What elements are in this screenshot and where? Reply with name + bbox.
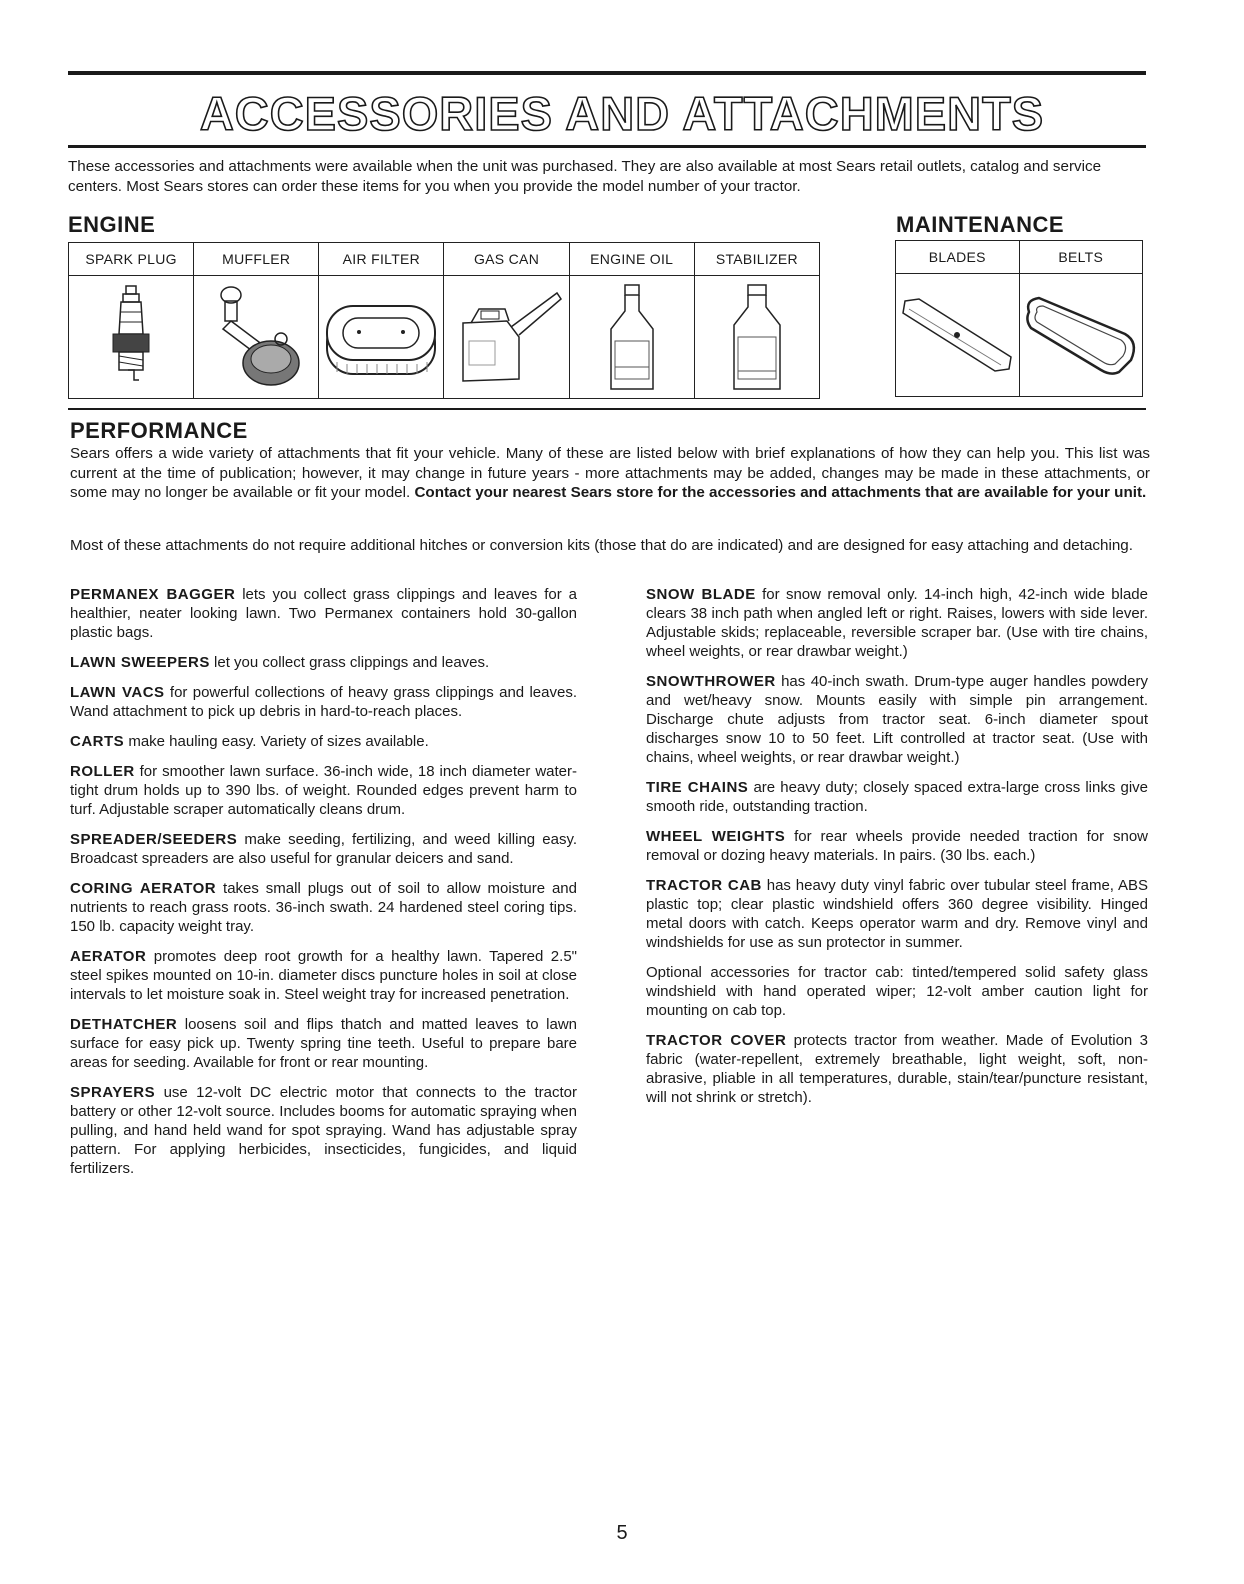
attachment-item [646,1031,1148,1107]
attachment-term: SPRAYERS [70,1084,156,1101]
attachments-right-column [646,585,1148,1118]
label-spark-plug: SPARK PLUG [69,243,194,276]
label-gas-can: GAS CAN [444,243,569,276]
attachment-desc: for smoother lawn surface. 36-inch wide, 18 inch diameter water-tight drum holds up to 390 lbs. of weight. Rounded edges prevent harm to turf. Adjustable scraper automatically cleans drum. [70,763,577,818]
attachment-desc: are heavy duty; closely spaced extra-large cross links give smooth ride, outstanding traction. [646,779,1148,815]
maintenance-accessories-table [895,240,1143,397]
attachment-term: CARTS [70,733,125,750]
performance-contact-note: Contact your nearest Sears store for the accessories and attachments that are available for your unit. [414,484,1147,501]
cell-stabilizer [694,276,819,399]
label-air-filter: AIR FILTER [319,243,444,276]
attachment-desc: takes small plugs out of soil to allow moisture and nutrients to reach grass roots. 36-inch swath. 24 hardened steel coring tips. 150 lb. capacity weight tray. [70,880,577,935]
attachment-item [70,683,577,721]
attachment-term: SNOW BLADE [646,586,756,603]
label-stabilizer: STABILIZER [694,243,819,276]
cell-blades [896,274,1020,397]
attachment-desc: make hauling easy. Variety of sizes available. [124,733,429,750]
cell-belts [1019,274,1143,397]
performance-paragraph [70,444,1150,503]
attachment-item [70,732,577,751]
maintenance-image-row [896,274,1143,397]
cell-muffler [194,276,319,399]
attachment-desc: loosens soil and flips thatch and matted leaves to lawn surface for easy pick up. Twenty spring tine teeth. Useful to prepare bare areas for seeding. Available for front or rear mounting. [70,1016,577,1071]
attachment-item [70,879,577,936]
gas-can-icon [449,287,565,387]
label-blades: BLADES [896,241,1020,274]
attachment-desc: for snow removal only. 14-inch high, 42-inch wide blade clears 38 inch path when angled left or right. Raises, lowers with side lever. Adjustable skids; replaceable, reversible scraper bar. (Use with tire chains, wheel weights, or rear drawbar weight.) [646,586,1148,660]
attachment-item [646,585,1148,661]
air-filter-icon [323,292,439,382]
cell-spark-plug [69,276,194,399]
attachment-item [70,585,577,642]
attachment-term: LAWN SWEEPERS [70,654,210,671]
attachment-term: CORING AERATOR [70,880,217,897]
performance-rule [68,408,1146,410]
attachment-item [646,963,1148,1020]
attachment-item [646,827,1148,865]
attachment-desc: Optional accessories for tractor cab: tinted/tempered solid safety glass windshield with hand operated wiper; 12-volt amber caution light for mounting on cab top. [646,964,1148,1019]
stabilizer-bottle-icon [722,281,792,393]
attachment-term: WHEEL WEIGHTS [646,828,786,845]
attachment-desc: for rear wheels provide needed traction for snow removal or dozing heavy materials. In pairs. (30 lbs. each.) [646,828,1148,864]
attachment-term: TIRE CHAINS [646,779,749,796]
attachment-desc: protects tractor from weather. Made of Evolution 3 fabric (water-repellent, extremely breathable, light weight, soft, non-abrasive, pliable in all temperatures, durable, stain/tear/puncture resistant, will not shrink or stretch). [646,1032,1148,1106]
attachment-term: AERATOR [70,948,147,965]
attachment-desc: has heavy duty vinyl fabric over tubular steel frame, ABS plastic top; clear plastic windshield offers 360 degree visibility. Hinged metal doors with catch. Keeps operator warm and dry. Remove vinyl and windshields for use as sun protector in summer. [646,877,1149,951]
oil-bottle-icon [597,281,667,393]
cell-engine-oil [569,276,694,399]
page-title: ACCESSORIES AND ATTACHMENTS [199,87,1045,140]
attachment-item [646,672,1148,767]
attachment-item [646,778,1148,816]
intro-paragraph: These accessories and attachments were available when the unit was purchased. They are also available at most Sears retail outlets, catalog and service centers. Most Sears stores can order these items for you when you provide the model number of your tractor. [68,158,1102,195]
attachment-item [70,947,577,1004]
attachment-desc: lets you collect grass clippings and leaves for a healthier, neater looking lawn. Two Permanex containers hold 30-gallon plastic bags. [70,586,577,641]
attachment-term: DETHATCHER [70,1016,178,1033]
attachment-term: TRACTOR CAB [646,877,762,894]
attachment-desc: make seeding, fertilizing, and weed killing easy. Broadcast spreaders are also useful for granular deicers and sand. [70,831,577,867]
page-number: 5 [616,1522,628,1544]
label-muffler: MUFFLER [194,243,319,276]
attachment-item [70,830,577,868]
attachment-item [70,1015,577,1072]
maintenance-heading: MAINTENANCE [896,212,1065,237]
attachment-desc: for powerful collections of heavy grass clippings and leaves. Wand attachment to pick up debris in hard-to-reach places. [70,684,577,720]
spark-plug-icon [101,282,161,392]
performance-paragraph-2: Most of these attachments do not require additional hitches or conversion kits (those that do are indicated) and are designed for easy attaching and detaching. [70,537,1133,554]
label-engine-oil: ENGINE OIL [569,243,694,276]
attachments-left-column [70,585,577,1189]
attachment-term: PERMANEX BAGGER [70,586,236,603]
attachment-term: SPREADER/SEEDERS [70,831,238,848]
title-underline [68,145,1146,148]
attachment-item [70,1083,577,1178]
attachment-term: SNOWTHROWER [646,673,776,690]
engine-label-row [69,243,820,276]
attachment-desc: let you collect grass clippings and leaves. [209,654,490,671]
attachment-item [646,876,1148,952]
attachment-term: ROLLER [70,763,135,780]
attachment-item [70,762,577,819]
performance-paragraph-text: Sears offers a wide variety of attachments that fit your vehicle. Many of these are listed below with brief explanations of how they can help you. This list was current at the time of publication; however, it may change in future years - more attachments may be added, changes may be made in these attachments, or some may no longer be available or fit your model. [70,445,1150,501]
attachment-desc: use 12-volt DC electric motor that connects to the tractor battery or other 12-volt source. Includes booms for automatic spraying when pulling, and hand held wand for spot spraying. Wand has adjustable spray pattern. For applying herbicides, insecticides, fungicides, and liquid fertilizers. [70,1084,577,1177]
performance-heading: PERFORMANCE [70,418,248,443]
attachment-term: LAWN VACS [70,684,165,701]
attachment-desc: promotes deep root growth for a healthy lawn. Tapered 2.5" steel spikes mounted on 10-in. diameter discs puncture holes in soil at close intervals to let moisture soak in. Steel weight tray for increased penetration. [70,948,577,1003]
engine-image-row [69,276,820,399]
label-belts: BELTS [1019,241,1143,274]
maintenance-label-row [896,241,1143,274]
attachment-term: TRACTOR COVER [646,1032,787,1049]
engine-accessories-table [68,242,820,399]
muffler-icon [201,281,311,393]
cell-gas-can [444,276,569,399]
cell-air-filter [319,276,444,399]
belt-icon [1021,290,1141,380]
top-rule [68,71,1146,75]
attachment-desc: has 40-inch swath. Drum-type auger handles powdery and wet/heavy snow. Mounts easily with simple pin arrangement. Discharge chute adjusts from tractor seat. 6-inch diameter spout discharges snow 10 to 50 feet. Lift controlled at tractor seat. (Use with chains, wheel weights, or rear drawbar weight.) [646,673,1148,766]
attachment-item [70,653,577,672]
blade-icon [899,295,1015,375]
engine-heading: ENGINE [68,212,156,237]
